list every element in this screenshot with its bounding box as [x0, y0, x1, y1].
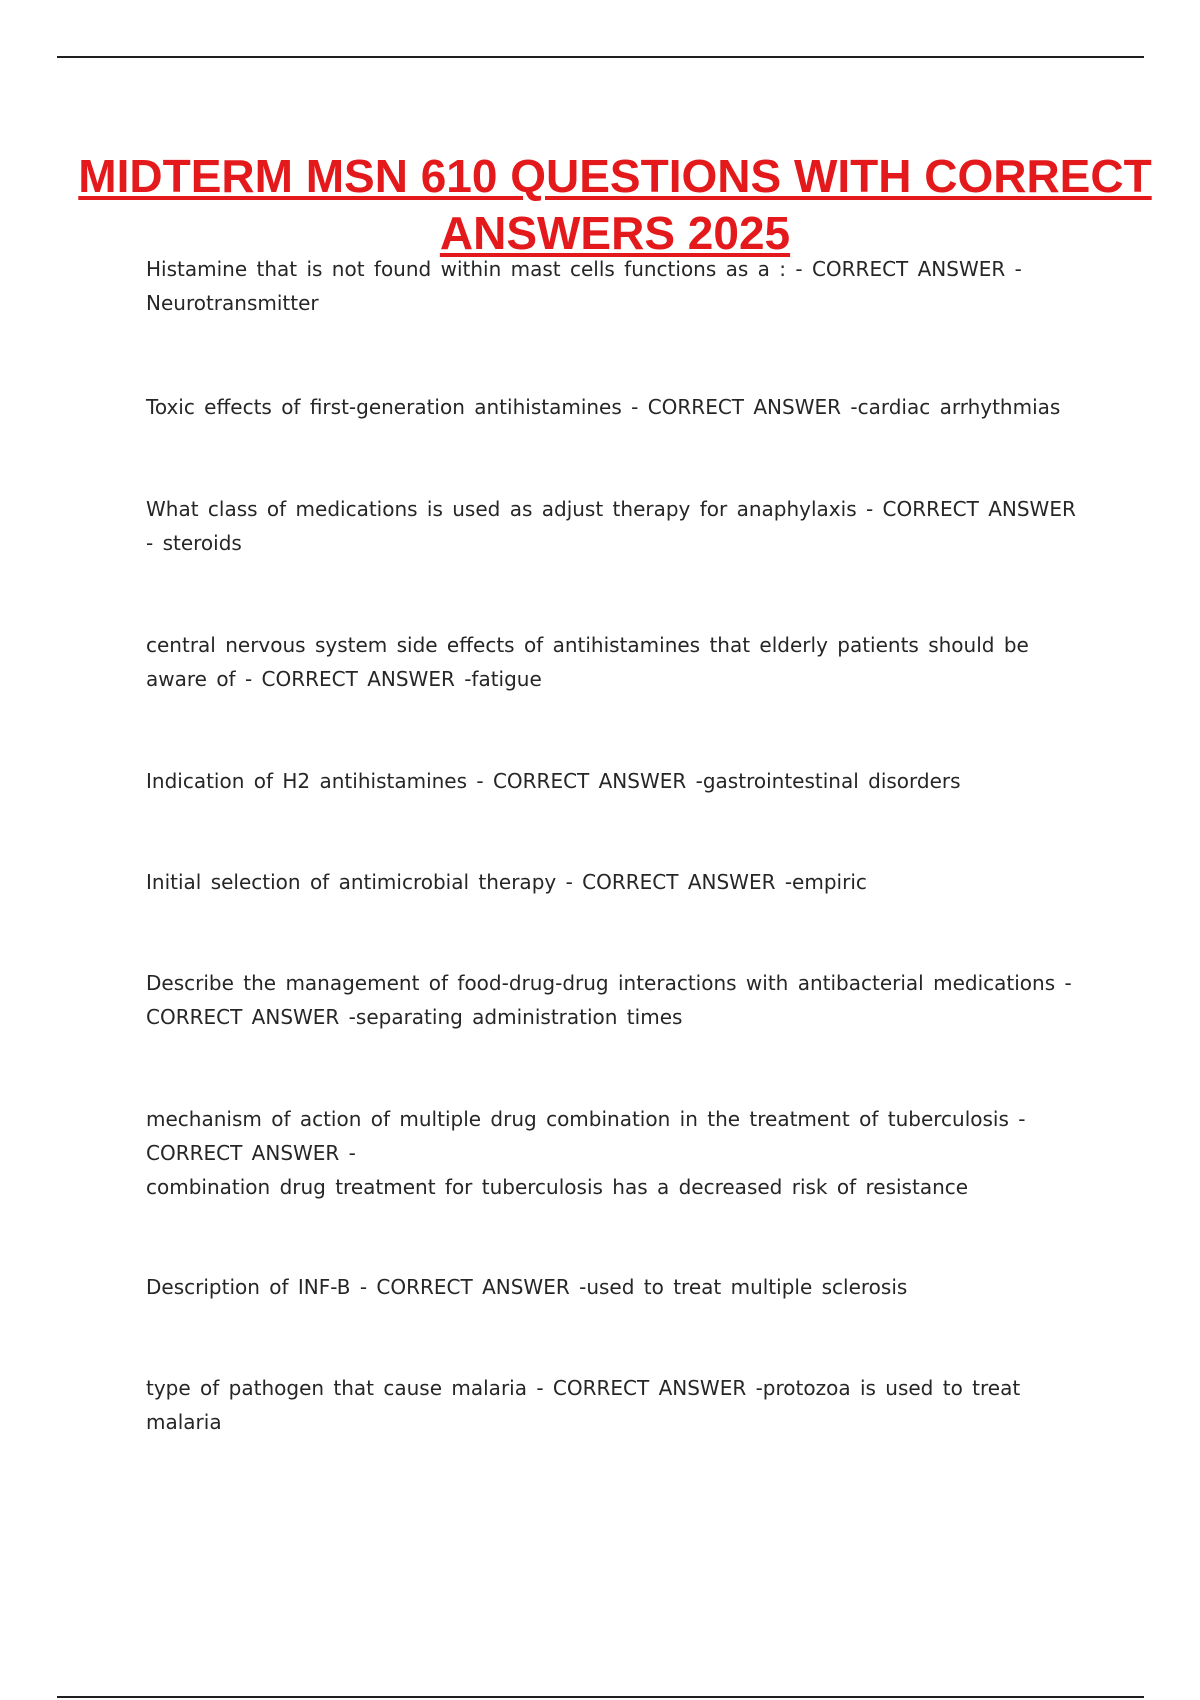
bottom-rule — [57, 1696, 1144, 1698]
qa-item-5: Indication of H2 antihistamines - CORRECT ANSWER -gastrointestinal disorders — [146, 769, 961, 793]
qa-item-8: mechanism of action of multiple drug combination in the treatment of tuberculosis - CORRECT ANSWER - combination drug treatment for tuberculosis has a decreased risk of resistance — [146, 1107, 1026, 1199]
qa-item-2: Toxic effects of first-generation antihistamines - CORRECT ANSWER -cardiac arrhythmias — [146, 395, 1061, 419]
qa-item-9: Description of INF-B - CORRECT ANSWER -used to treat multiple sclerosis — [146, 1275, 908, 1299]
document-title: MIDTERM MSN 610 QUESTIONS WITH CORRECT ANSWERS 2025 — [78, 150, 1152, 259]
top-rule — [57, 56, 1144, 58]
qa-item-10: type of pathogen that cause malaria - CORRECT ANSWER -protozoa is used to treat malaria — [146, 1376, 1021, 1434]
qa-item-6: Initial selection of antimicrobial therapy - CORRECT ANSWER -empiric — [146, 870, 867, 894]
qa-item-7: Describe the management of food-drug-drug interactions with antibacterial medications - CORRECT ANSWER -separating administration times — [146, 971, 1072, 1029]
qa-item-4: central nervous system side effects of antihistamines that elderly patients should be aware of - CORRECT ANSWER -fatigue — [146, 633, 1029, 691]
qa-item-1: Histamine that is not found within mast cells functions as a : - CORRECT ANSWER - Neurotransmitter — [146, 257, 1022, 315]
qa-item-3: What class of medications is used as adjust therapy for anaphylaxis - CORRECT ANSWER - steroids — [146, 497, 1076, 555]
